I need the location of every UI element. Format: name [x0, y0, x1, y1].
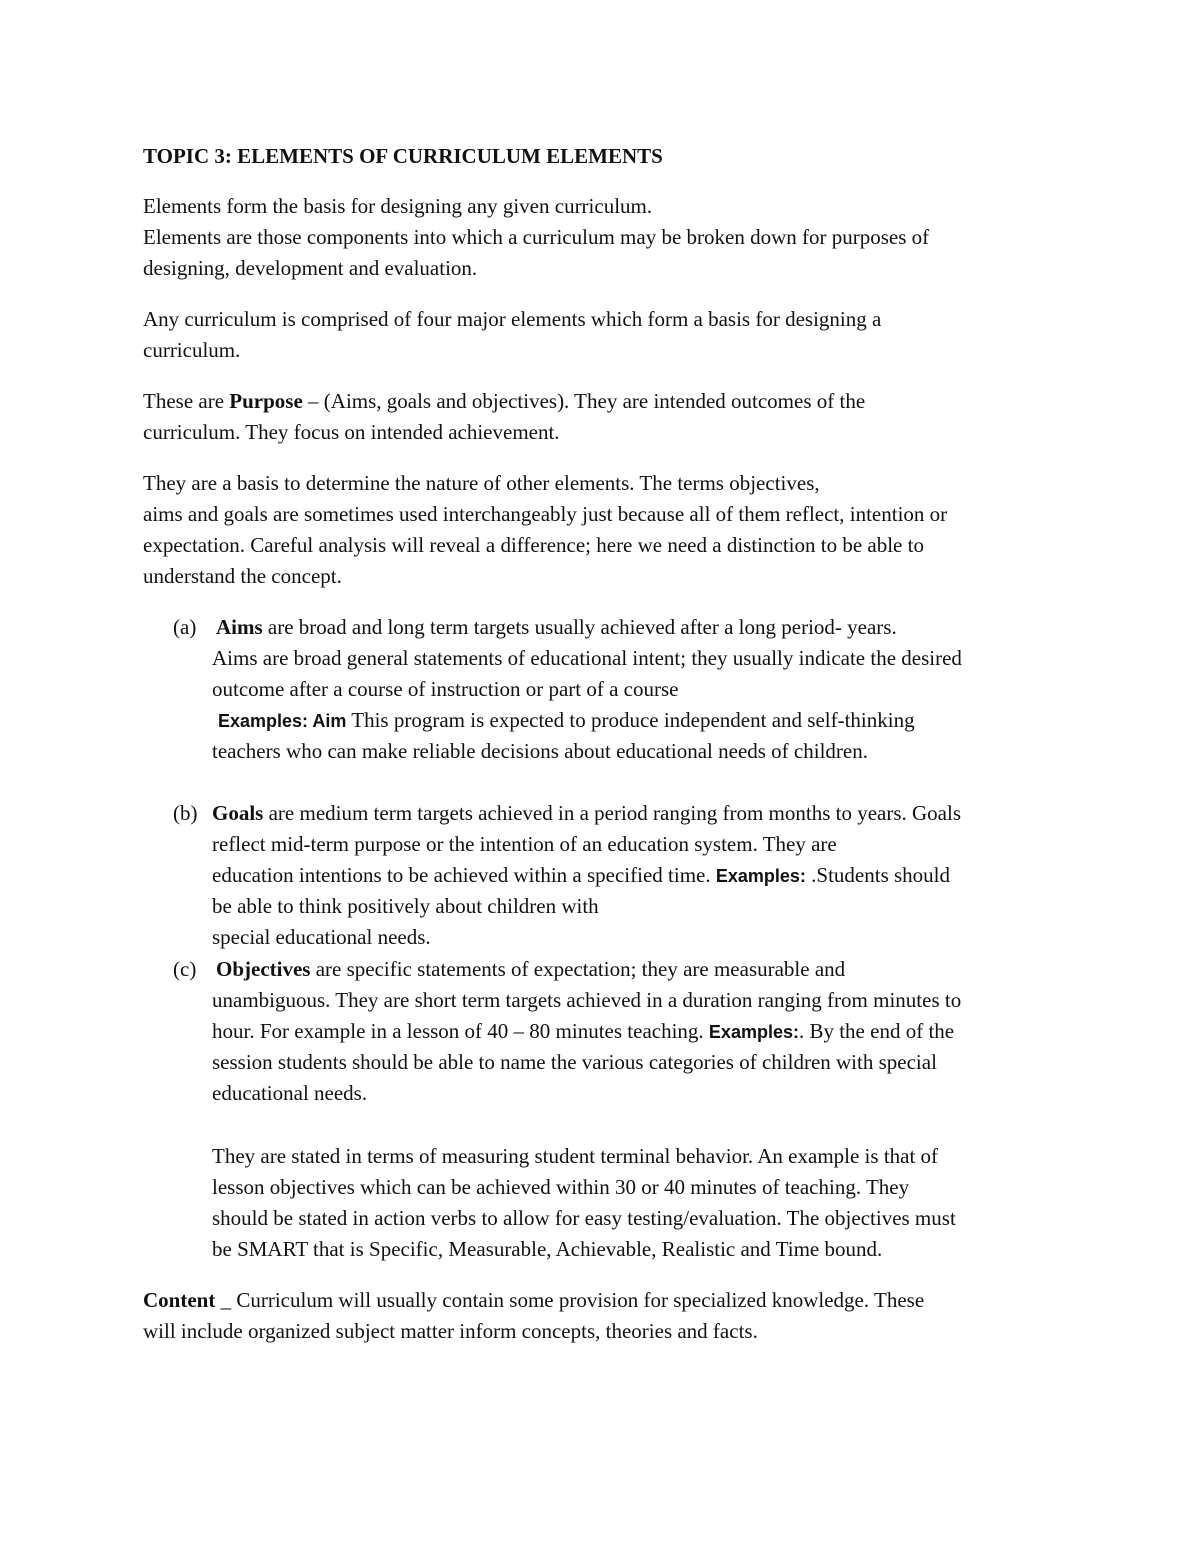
para4-line-3: expectation. Careful analysis will reveal a difference; here we need a distinction to be able to — [143, 533, 924, 557]
intro-line-1: Elements form the basis for designing any given curriculum. — [143, 194, 653, 218]
objectives-line-4: session students should be able to name the various categories of children with special — [212, 1050, 937, 1074]
para3-line-1 — [143, 386, 865, 417]
goals-example-label: Examples: — [715, 866, 806, 886]
content-term: Content — [143, 1288, 216, 1312]
objectives-para2-line-1: They are stated in terms of measuring student terminal behavior. An example is that of — [212, 1144, 939, 1168]
para3-line-2: curriculum. They focus on intended achievement. — [143, 420, 560, 444]
objectives-line-3-text-a: hour. For example in a lesson of 40 – 80 minutes teaching. — [212, 1019, 709, 1043]
aims-line-3: outcome after a course of instruction or part of a course — [212, 677, 679, 701]
goals-term: Goals — [212, 801, 264, 825]
aims-term: Aims — [216, 615, 263, 639]
goals-line-3-text-b: .Students should — [805, 863, 951, 887]
aims-line-1 — [216, 612, 897, 643]
objectives-para2-line-3: should be stated in action verbs to allow for easy testing/evaluation. The objectives must — [212, 1206, 956, 1230]
page-title: TOPIC 3: ELEMENTS OF CURRICULUM ELEMENTS — [143, 144, 663, 168]
objectives-para2-line-2: lesson objectives which can be achieved within 30 or 40 minutes of teaching. They — [212, 1175, 910, 1199]
aims-line-2: Aims are broad general statements of educational intent; they usually indicate the desired — [212, 646, 962, 670]
goals-line-4: be able to think positively about children with — [212, 894, 599, 918]
objectives-line-1 — [216, 954, 845, 985]
para4-line-4: understand the concept. — [143, 564, 342, 588]
goals-line-5: special educational needs. — [212, 925, 431, 949]
aims-line-1-text: are broad and long term targets usually achieved after a long period- years. — [262, 615, 897, 639]
para4-line-1: They are a basis to determine the nature of other elements. The terms objectives, — [143, 471, 820, 495]
objectives-line-2: unambiguous. They are short term targets achieved in a duration ranging from minutes to — [212, 988, 962, 1012]
aims-example-label: Examples: Aim — [218, 711, 347, 731]
goals-line-1-text: are medium term targets achieved in a period ranging from months to years. Goals — [263, 801, 961, 825]
aims-example-line — [218, 705, 915, 737]
para4-line-2: aims and goals are sometimes used interchangeably just because all of them reflect, intention or — [143, 502, 948, 526]
para2-line-2: curriculum. — [143, 338, 241, 362]
content-line-2: will include organized subject matter inform concepts, theories and facts. — [143, 1319, 758, 1343]
para3-text-a: These are — [143, 389, 230, 413]
content-line-1-text: _ Curriculum will usually contain some provision for specialized knowledge. These — [215, 1288, 925, 1312]
objectives-line-5: educational needs. — [212, 1081, 368, 1105]
aims-example-text: This program is expected to produce independent and self-thinking — [346, 708, 915, 732]
goals-line-1 — [212, 798, 961, 829]
objectives-line-1-text: are specific statements of expectation; they are measurable and — [310, 957, 846, 981]
aims-marker: (a) — [173, 615, 197, 639]
objectives-line-3-text-b: . By the end of the — [798, 1019, 955, 1043]
goals-line-2: reflect mid-term purpose or the intention of an education system. They are — [212, 832, 837, 856]
objectives-example-label: Examples: — [708, 1022, 799, 1042]
para2-line-1: Any curriculum is comprised of four major elements which form a basis for designing a — [143, 307, 882, 331]
objectives-line-3 — [212, 1016, 954, 1048]
content-line-1 — [143, 1285, 924, 1316]
para3-text-c: – (Aims, goals and objectives). They are intended outcomes of the — [302, 389, 866, 413]
aims-line-5: teachers who can make reliable decisions about educational needs of children. — [212, 739, 868, 763]
objectives-para2-line-4: be SMART that is Specific, Measurable, Achievable, Realistic and Time bound. — [212, 1237, 883, 1261]
goals-line-3-text-a: education intentions to be achieved within a specified time. — [212, 863, 716, 887]
goals-line-3 — [212, 860, 950, 892]
intro-line-2: Elements are those components into which a curriculum may be broken down for purposes of — [143, 225, 930, 249]
objectives-term: Objectives — [216, 957, 311, 981]
intro-line-3: designing, development and evaluation. — [143, 256, 478, 280]
purpose-term: Purpose — [229, 389, 303, 413]
objectives-marker: (c) — [173, 957, 197, 981]
goals-marker: (b) — [173, 801, 198, 825]
